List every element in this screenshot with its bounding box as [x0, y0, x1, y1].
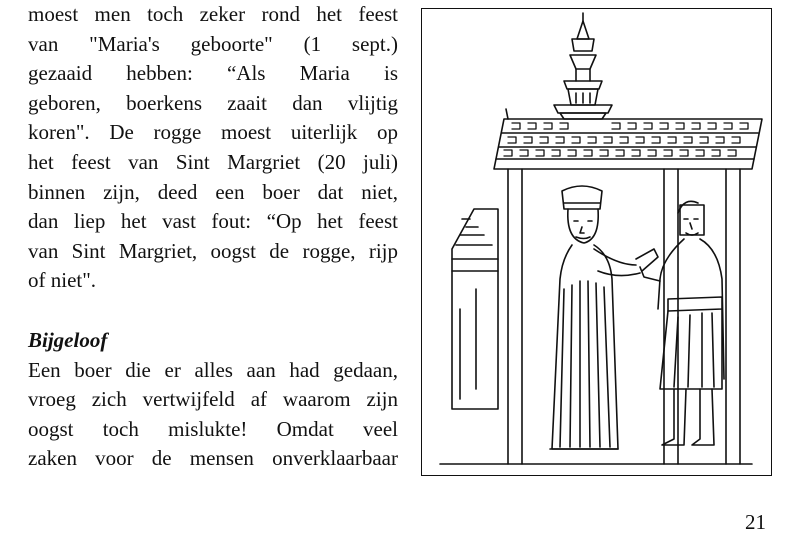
text-line: vroeg zich vertwijfeld af waarom zijn	[28, 387, 398, 412]
section-heading: Bijgeloof	[28, 327, 108, 352]
text-line: geboren, boerkens zaait dan vlijtig	[28, 90, 398, 115]
text-line: Een boer die er alles aan had gedaan,	[28, 357, 398, 382]
body-text-column	[28, 0, 398, 474]
woodcut-illustration	[421, 8, 772, 476]
text-line: binnen zijn, deed een boer dat niet,	[28, 179, 398, 204]
page-number: 21	[745, 510, 766, 534]
text-line: gezaaid hebben: “Als Maria is	[28, 61, 398, 86]
woodcut-two-men-in-house-icon	[422, 9, 770, 474]
text-line: het feest van Sint Margriet (20 juli)	[28, 149, 398, 174]
text-line: zaken voor de mensen onverklaarbaar	[28, 446, 398, 471]
text-line: dan liep het vast fout: “Op het feest	[28, 209, 398, 234]
text-line: koren". De rogge moest uiterlijk op	[28, 120, 398, 145]
text-line: van Sint Margriet, oogst de rogge, rijp	[28, 238, 398, 263]
text-line: of niet".	[28, 268, 97, 293]
text-line: van "Maria's geboorte" (1 sept.)	[28, 31, 398, 56]
text-line: moest men toch zeker rond het feest	[28, 2, 398, 26]
text-line: oogst toch mislukte! Omdat veel	[28, 416, 398, 441]
